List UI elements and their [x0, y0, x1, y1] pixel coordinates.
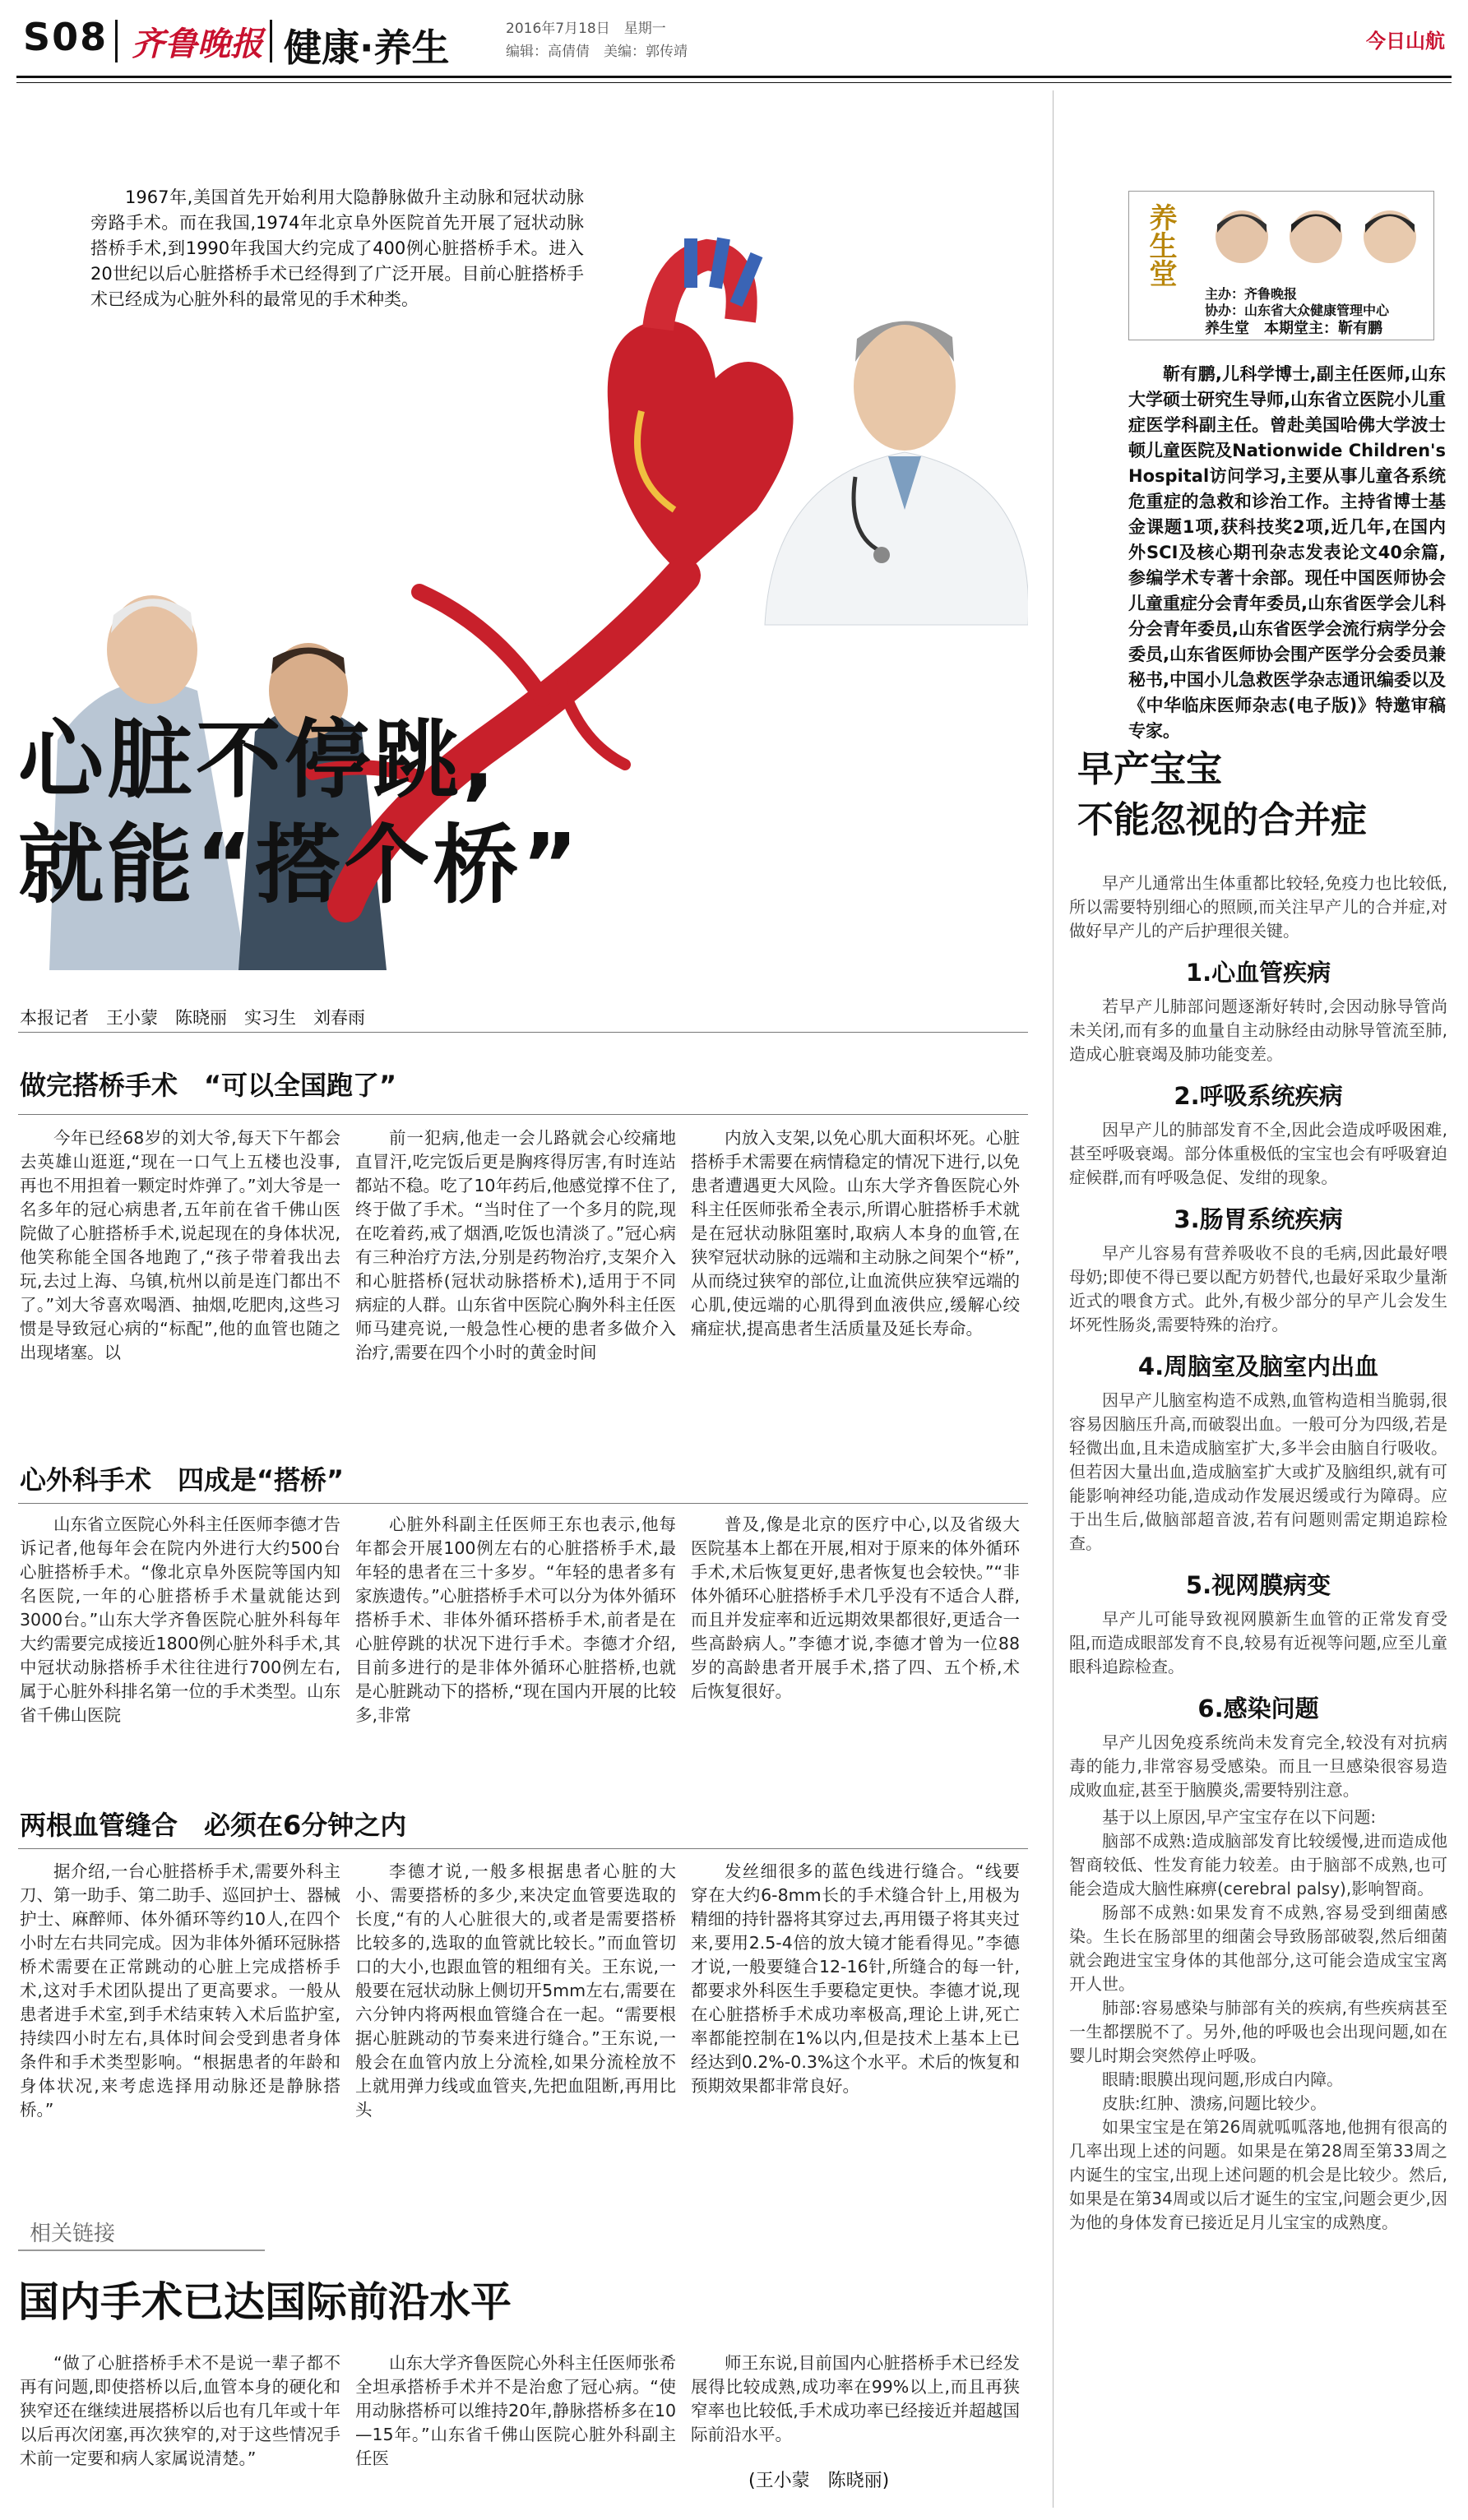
sidebar-extra-text: 基于以上原因,早产宝宝存在以下问题:: [1102, 1807, 1377, 1827]
issue-date: 2016年7月18日 星期一: [506, 21, 666, 37]
section1-column: 前一犯病,他走一会儿路就会心绞痛地直冒汗,吃完饭后更是胸疼得厉害,有时连站都站不稳。吃了10年药后,他感觉撑不住了,终于做了手术。“当时住了一个多月的院,现在吃着药,戒了烟酒,吃饭也清淡了。”冠心病有三种治疗方法,分别是药物治疗,支架介入和心脏搭桥(冠状动脉搭桥术),适用于不同病症的人群。山东省中医院心胸外科主任医师马建亮说,一般急性心梗的患者多做介入治疗,需要在四个小时的黄金时间: [355, 1128, 676, 1362]
sidebar-item-heading: 3.肠胃系统疾病: [1174, 1205, 1343, 1233]
sidebar-extra-text: 皮肤:红肿、溃疡,问题比较少。: [1102, 2093, 1327, 2113]
section2-heading: 心外科手术 四成是“搭桥”: [20, 1464, 345, 1496]
related-credit: (王小蒙 陈晓丽): [748, 2471, 890, 2491]
section1-heading: 做完搭桥手术 “可以全国跑了”: [20, 1070, 397, 1101]
related-column: “做了心脏搭桥手术不是说一辈子都不再有问题,即使搭桥以后,血管本身的硬化和狭窄还在继续进展搭桥以后也有几年或十年以后再次闭塞,再次狭窄的,对于这些情况手术前一定要和病人家属说清楚。”: [20, 2353, 340, 2468]
section3-column: 发丝细很多的蓝色线进行缝合。“线要穿在大约6-8mm长的手术缝合针上,用极为精细的持针器将其穿过去,再用镊子将其夹过来,要用2.5-4倍的放大镜才能看得见。”李德才说,一般要缝合12-16针,所缝合的每一针,都要求外科医生手要稳定更快。李德才说,现在心脏搭桥手术成功率极高,理论上讲,死亡率都能控制在1%以内,但是技术上基本上已经达到0.2%-0.3%这个水平。术后的恢复和预期效果都非常良好。: [691, 1861, 1020, 2096]
sidebar-extra-text: 如果宝宝是在第26周就呱呱落地,他拥有很高的几率出现上述的问题。如果是在第28周至第33周之内诞生的宝宝,出现上述问题的机会是比较少。然后,如果是在第34周或以后才诞生的宝宝,问题会更少,因为他的身体发育已接近足月儿宝宝的成熟度。: [1069, 2117, 1447, 2232]
sidebar-extra-text: 肠部不成熟:如果发育不成熟,容易受到细菌感染。生长在肠部里的细菌会导致肠部破裂,然后细菌就会跑进宝宝身体的其他部分,这可能会造成宝宝离开人世。: [1069, 1903, 1447, 1994]
sidebar-item-heading: 4.周脑室及脑室内出血: [1137, 1352, 1379, 1380]
section3-heading: 两根血管缝合 必须在6分钟之内: [20, 1810, 407, 1841]
sidebar-extra-text: 眼睛:眼膜出现问题,形成白内障。: [1102, 2069, 1344, 2089]
header-divider: [115, 20, 118, 62]
header-rule: [16, 76, 1452, 78]
page-number: S08: [23, 15, 109, 59]
sidebar-item-heading: 5.视网膜病变: [1185, 1571, 1331, 1599]
section3-column: 李德才说,一般多根据患者心脏的大小、需要搭桥的多少,来决定血管要选取的长度,“有的人心脏很大的,或者是需要搭桥比较多的,选取的血管就比较长。”而血管切口的大小,也跟血管的粗细有关。王东说,一般要在冠状动脉上侧切开5mm左右,需要在六分钟内将两根血管缝合在一起。“需要根据心脏跳动的节奏来进行缝合。”王东说,一般会在血管内放上分流栓,如果分流栓放不上就用弹力线或血管夹,先把血阻断,再用比头: [355, 1861, 676, 2120]
section1-column: 内放入支架,以免心肌大面积坏死。心脏搭桥手术需要在病情稳定的情况下进行,以免患者遭遇更大风险。山东大学齐鲁医院心外科主任医师张希全表示,所谓心脏搭桥手术就是在冠状动脉阻塞时,取病人本身的血管,在狭窄冠状动脉的远端和主动脉之间架个“桥”,从而绕过狭窄的部位,让血流供应狭窄远端的心肌,使远端的心肌得到血液供应,缓解心绞痛症状,提高患者生活质量及延长寿命。: [691, 1128, 1020, 1339]
doctor-figure: [765, 321, 1028, 625]
sidebar-item-heading: 1.心血管疾病: [1185, 959, 1331, 987]
column-host: 主办：齐鲁晚报: [1205, 286, 1298, 302]
sidebar-extra-text: 脑部不成熟:造成脑部发育比较缓慢,进而造成他智商较低、性发育能力较差。由于脑部不成熟,也可能会造成大脑性麻痹(cerebral palsy),影响智商。: [1069, 1831, 1447, 1898]
sidebar-item-heading: 6.感染问题: [1197, 1695, 1319, 1722]
sidebar-item-text: 因早产儿的肺部发育不全,因此会造成呼吸困难,甚至呼吸衰竭。部分体重极低的宝宝也会有呼吸窘迫症候群,而有呼吸急促、发绀的现象。: [1069, 1120, 1447, 1187]
headline-line-2: 就能“搭个桥”: [18, 815, 581, 915]
column-logo: 养生堂: [1144, 203, 1177, 287]
section2-column: 普及,像是北京的医疗中心,以及省级大医院基本上都在开展,相对于原来的体外循环手术,术后恢复更好,患者恢复也会较快。”“非体外循环心脏搭桥手术几乎没有不适合人群,而且并发症率和近远期效果都很好,更适合一些高龄病人。”李德才说,李德才曾为一位88岁的高龄患者开展手术,搭了四、五个桥,术后恢复很好。: [691, 1514, 1020, 1701]
related-column: 师王东说,目前国内心脏搭桥手术已经发展得比较成熟,成功率在99%以上,而且再狭窄率也比较低,手术成功率已经接近并超越国际前沿水平。: [691, 2353, 1020, 2444]
paper-name: 齐鲁晚报: [132, 25, 263, 63]
divider: [18, 1032, 1028, 1033]
related-tag-label: 相关链接: [30, 2222, 116, 2246]
sidebar-item-text: 早产儿容易有营养吸收不良的毛病,因此最好喂母奶;即使不得已要以配方奶替代,也最好采取少量渐近式的喂食方式。此外,有极少部分的早产儿会发生坏死性肠炎,需要特殊的治疗。: [1069, 1243, 1447, 1334]
sidebar-item-heading: 2.呼吸系统疾病: [1174, 1082, 1343, 1110]
column-expert: 养生堂 本期堂主：靳有鹏: [1205, 320, 1382, 337]
intro-paragraph: 1967年,美国首先开始利用大隐静脉做升主动脉和冠状动脉旁路手术。而在我国,1974年北京阜外医院首先开展了冠状动脉搭桥手术,到1990年我国大约完成了400例心脏搭桥手术。进入20世纪以后心脏搭桥手术已经得到了广泛开展。目前心脏搭桥手术已经成为心脏外科的最常见的手术种类。: [90, 187, 584, 309]
section2-column: 心脏外科副主任医师王东也表示,他每年都会开展100例左右的心脏搭桥手术,最年轻的患者在三十多岁。“年轻的患者多有家族遗传。”心脏搭桥手术可以分为体外循环搭桥手术、非体外循环搭桥手术,前者是在心脏停跳的状况下进行手术。李德才介绍,目前多进行的是非体外循环心脏搭桥,也就是心脏跳动下的搭桥,“现在国内开展的比较多,非常: [355, 1514, 676, 1725]
sidebar-item-text: 早产儿可能导致视网膜新生血管的正常发育受阻,而造成眼部发育不良,较易有近视等问题,应至儿童眼科追踪检查。: [1069, 1609, 1447, 1676]
editors: 编辑：高倩倩 美编：郭传靖: [506, 44, 688, 60]
divider: [18, 1114, 1028, 1115]
section3-column: 据介绍,一台心脏搭桥手术,需要外科主刀、第一助手、第二助手、巡回护士、器械护士、麻醉师、体外循环等约10人,在四个小时左右共同完成。因为非体外循环冠脉搭桥术需要在正常跳动的心脏上完成搭桥手术,这对手术团队提出了更高要求。一般从患者进手术室,到手术结束转入术后监护室,持续四小时左右,具体时间会受到患者身体条件和手术类型影响。“根据患者的年龄和身体状况,来考虑选择用动脉还是静脉搭桥。”: [20, 1861, 340, 2120]
expert-photos: [1205, 200, 1427, 278]
divider: [18, 1848, 1028, 1849]
sidebar-body: [1069, 872, 1447, 2235]
column-cohost: 协办：山东省大众健康管理中心: [1205, 303, 1390, 318]
section2-column: 山东省立医院心外科主任医师李德才告诉记者,他每年会在院内外进行大约500台心脏搭桥手术。“像北京阜外医院等国内知名医院,一年的心脏搭桥手术量就能达到3000台。”山东大学齐鲁医院心脏外科每年大约需要完成接近1800例心脏外科手术,其中冠状动脉搭桥手术往往进行700例左右,属于心脏外科排名第一位的手术类型。山东省千佛山医院: [20, 1514, 340, 1725]
related-tag: [18, 2212, 265, 2251]
divider: [18, 1503, 1028, 1504]
sidebar-item-text: 早产儿因免疫系统尚未发育完全,较没有对抗病毒的能力,非常容易受感染。而且一旦感染很容易造成败血症,甚至于脑膜炎,需要特别注意。: [1069, 1732, 1447, 1800]
doctor-bio: 靳有鹏,儿科学博士,副主任医师,山东大学硕士研究生导师,山东省立医院小儿重症医学科副主任。曾赴美国哈佛大学波士顿儿童医院及Nationwide Children's Hospital访问学习,主要从事儿童各系统危重症的急救和诊治工作。主持省博士基金课题1项,获科技奖2项,近几年,在国内外SCI及核心期刊杂志发表论文40余篇,参编学术专著十余部。现任中国医师协会儿童重症分会青年委员,山东省医学会儿科分会青年委员,山东省医学会流行病学分会委员,山东省医师协会围产医学分会委员兼秘书,中国小儿急救医学杂志通讯编委以及《中华临床医师杂志(电子版)》特邀审稿专家。: [1128, 364, 1446, 741]
sidebar-title-line-2: 不能忽视的合并症: [1077, 799, 1367, 841]
headline-line-1: 心脏不停跳,: [18, 710, 498, 810]
section-name: 健康·养生: [284, 25, 450, 70]
sidebar-title: [1077, 744, 1367, 846]
column-masthead: [1128, 191, 1434, 340]
sidebar-title-line-1: 早产宝宝: [1077, 748, 1222, 790]
section1-column: 今年已经68岁的刘大爷,每天下午都会去英雄山逛逛,“现在一口气上五楼也没事,再也不用担着一颗定时炸弹了。”刘大爷是一名多年的冠心病患者,五年前在省千佛山医院做了心脏搭桥手术,说起现在的身体状况,他笑称能全国各地跑了,“孩子带着我出去玩,去过上海、乌镇,杭州以前是连门都出不了。”刘大爷喜欢喝酒、抽烟,吃肥肉,这些习惯是导致冠心病的“标配”,他的血管也随之出现堵塞。以: [20, 1128, 340, 1362]
related-column: 山东大学齐鲁医院心外科主任医师张希全坦承搭桥手术并不是治愈了冠心病。“使用动脉搭桥可以维持20年,静脉搭桥多在10—15年。”山东省千佛山医院心脏外科副主任医: [355, 2353, 676, 2468]
sidebar-item-text: 因早产儿脑室构造不成熟,血管构造相当脆弱,很容易因脑压升高,而破裂出血。一般可分为四级,若是轻微出血,且未造成脑室扩大,多半会由脑自行吸收。但若因大量出血,造成脑室扩大或扩及脑组织,就有可能影响神经功能,造成动作发展迟缓或行为障碍。应于出生后,做脑部超音波,若有问题则需定期追踪检查。: [1069, 1390, 1447, 1553]
main-headline: [18, 707, 581, 918]
related-heading: 国内手术已达国际前沿水平: [18, 2278, 512, 2326]
header-divider: [270, 20, 272, 62]
sidebar-item-text: 若早产儿肺部问题逐渐好转时,会因动脉导管尚未关闭,而有多的血量自主动脉经由动脉导管流至肺,造成心脏衰竭及肺功能变差。: [1069, 996, 1447, 1064]
right-tag: 今日山航: [1366, 30, 1445, 53]
header-rule-thin: [16, 82, 1452, 83]
column-divider: [1053, 90, 1054, 2508]
sidebar-extra-text: 肺部:容易感染与肺部有关的疾病,有些疾病甚至一生都摆脱不了。另外,他的呼吸也会出现问题,如在婴儿时期会突然停止呼吸。: [1069, 1998, 1447, 2065]
byline: 本报记者 王小蒙 陈晓丽 实习生 刘春雨: [20, 1008, 365, 1028]
sidebar-lead: 早产儿通常出生体重都比较轻,免疫力也比较低,所以需要特别细心的照顾,而关注早产儿的合并症,对做好早产儿的产后护理很关键。: [1069, 873, 1447, 941]
